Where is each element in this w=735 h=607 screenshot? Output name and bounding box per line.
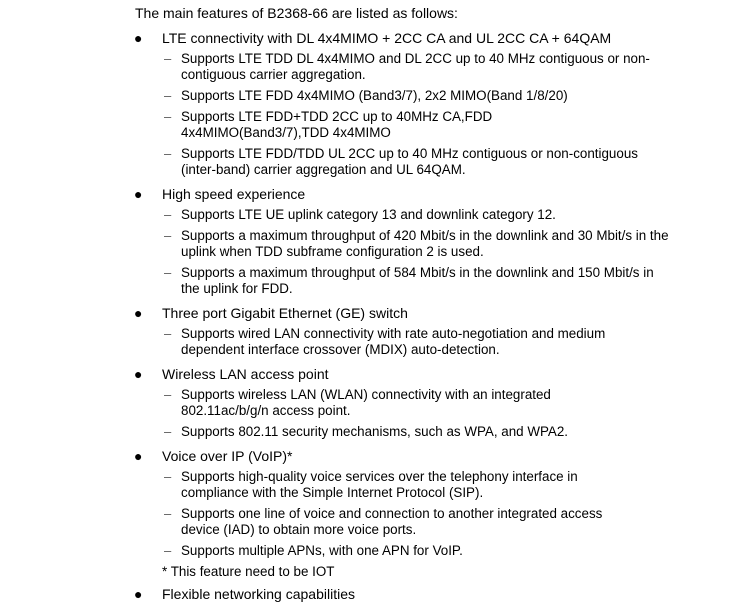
sub-item: – Supports LTE UE uplink category 13 and downlink category 12. (164, 207, 556, 222)
dash-icon: – (164, 207, 172, 222)
feature-title: LTE connectivity with DL 4x4MIMO + 2CC CA and UL 2CC CA + 64QAM (162, 30, 612, 46)
bullet-icon: ● (134, 186, 143, 202)
feature-title: Flexible networking capabilities (162, 586, 355, 602)
feature-lte (0, 30, 735, 178)
sub-item: – Supports high-quality voice services over the telephony interface in compliance with the Simple Internet Protocol (SIP). (164, 469, 578, 500)
feature-list (0, 30, 735, 607)
dash-icon: – (164, 88, 172, 103)
feature-voip (0, 448, 735, 580)
sub-item: – Supports LTE FDD 4x4MIMO (Band3/7), 2x2 MIMO(Band 1/8/20) (164, 88, 568, 103)
sub-item: – Supports a maximum throughput of 584 Mbit/s in the downlink and 150 Mbit/s in the uplink for FDD. (164, 265, 654, 296)
dash-icon: – (164, 506, 172, 521)
sub-item: – Supports one line of voice and connection to another integrated access device (IAD) to obtain more voice ports. (164, 506, 603, 537)
dash-icon: – (164, 469, 172, 484)
sub-item: – Supports a maximum throughput of 420 Mbit/s in the downlink and 30 Mbit/s in the uplink when TDD subframe configuration 2 is used. (164, 228, 669, 259)
feature-title: High speed experience (162, 186, 306, 202)
bullet-icon: ● (134, 586, 143, 602)
bullet-icon: ● (134, 366, 143, 382)
dash-icon: – (164, 146, 172, 161)
feature-note: * This feature need to be IOT (162, 564, 335, 579)
bullet-icon: ● (134, 448, 143, 464)
feature-ethernet (0, 305, 735, 358)
bullet-icon: ● (134, 305, 143, 321)
dash-icon: – (164, 265, 172, 280)
dash-icon: – (164, 326, 172, 341)
dash-icon: – (164, 543, 172, 558)
sub-item: – Supports LTE TDD DL 4x4MIMO and DL 2CC up to 40 MHz contiguous or non-contiguous carrier aggregation. (164, 51, 650, 82)
dash-icon: – (164, 424, 172, 439)
bullet-icon: ● (134, 30, 143, 46)
dash-icon: – (164, 387, 172, 402)
feature-high-speed (0, 186, 735, 297)
feature-title: Wireless LAN access point (162, 366, 329, 382)
dash-icon: – (164, 109, 172, 124)
sub-item: – Supports LTE FDD+TDD 2CC up to 40MHz CA,FDD 4x4MIMO(Band3/7),TDD 4x4MIMO (164, 109, 493, 140)
feature-networking (0, 586, 735, 603)
feature-wlan (0, 366, 735, 440)
dash-icon: – (164, 51, 172, 66)
sub-item: – Supports wired LAN connectivity with rate auto-negotiation and medium dependent interface crossover (MDIX) auto-detection. (164, 326, 606, 357)
feature-title: Three port Gigabit Ethernet (GE) switch (162, 305, 408, 321)
sub-item: – Supports LTE FDD/TDD UL 2CC up to 40 MHz contiguous or non-contiguous (inter-band) carrier aggregation and UL 64QAM. (164, 146, 638, 177)
sub-item: – Supports 802.11 security mechanisms, such as WPA, and WPA2. (164, 424, 569, 439)
sub-item: – Supports wireless LAN (WLAN) connectivity with an integrated 802.11ac/b/g/n access point. (164, 387, 551, 418)
intro-text: The main features of B2368-66 are listed as follows: (135, 5, 458, 21)
dash-icon: – (164, 228, 172, 243)
feature-title: Voice over IP (VoIP)* (162, 448, 293, 464)
sub-item: – Supports multiple APNs, with one APN for VoIP. (164, 543, 463, 558)
